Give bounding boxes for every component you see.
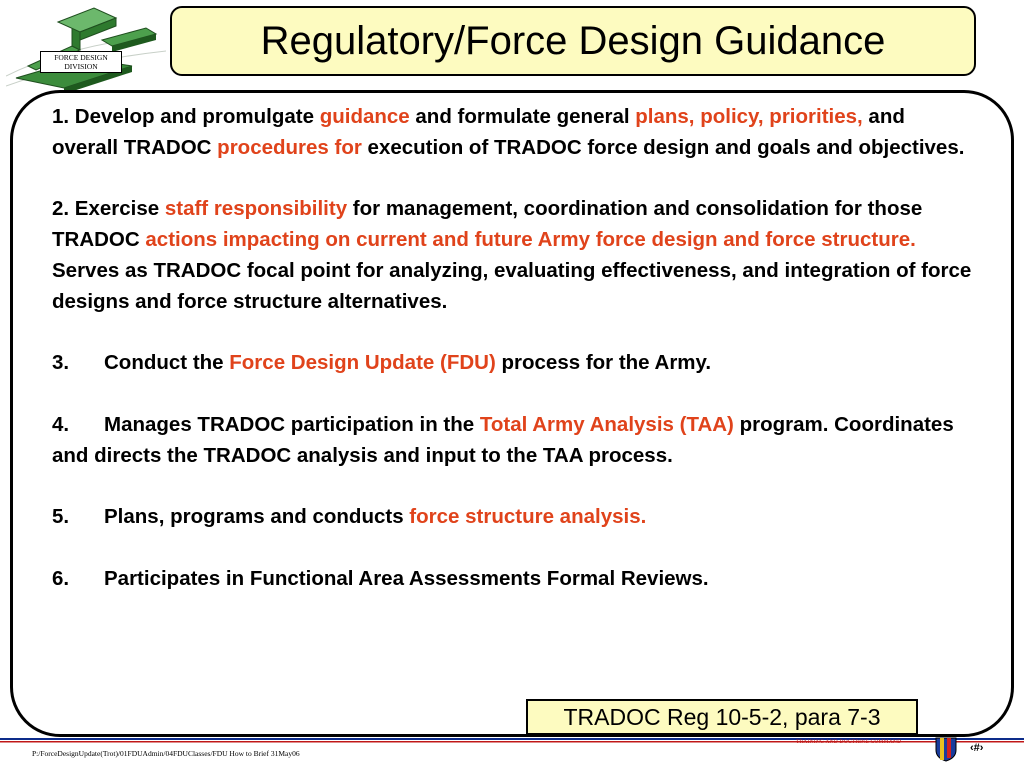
item-text: Participates in Functional Area Assessments Formal Reviews. [104,566,709,590]
item-text: Manages TRADOC participation in the [104,412,480,436]
highlighted-text: Total Army Analysis (TAA) [479,412,734,436]
tradoc-emblem-icon [934,736,958,762]
item-number: 5. [52,505,70,529]
highlighted-text: guidance [319,105,410,128]
item-text: 1. Develop and promulgate [52,105,320,128]
item-text: and formulate general [409,105,636,128]
paragraph-spacer [52,533,972,564]
guidance-item-2 [52,194,972,317]
item-text: Serves as TRADOC focal point for analyzing, evaluating effectiveness, and integration of force designs and force structure alternatives. [52,258,972,313]
slide-title: Regulatory/Force Design Guidance [260,18,886,63]
item-number: 6. [52,566,70,590]
reference-text: TRADOC Reg 10-5-2, para 7-3 [563,703,881,730]
guidance-item-5 [52,502,972,533]
force-design-division-logo [6,6,166,96]
guidance-list [52,102,972,595]
paragraph-spacer [52,472,972,503]
title-box [170,6,976,76]
item-text: Plans, programs and conducts [104,505,410,529]
guidance-item-4 [52,410,972,472]
guidance-item-1 [52,102,972,164]
item-number: 4. [52,412,70,436]
item-text: process for the Army. [495,351,712,375]
reference-box [526,699,918,735]
footer-organization: TRAINING AND DOCTRINE COMMAND [796,739,902,745]
logo-label: FORCE DESIGN DIVISION [40,51,122,73]
highlighted-text: Force Design Update (FDU) [229,351,496,375]
item-text: for management, coordination and consolidation for those TRADOC [52,197,923,252]
item-text: 2. Exercise [52,197,165,221]
highlighted-text: plans, policy, priorities, [635,105,863,128]
item-text: execution of TRADOC force design and goals and objectives. [361,135,965,159]
paragraph-spacer [52,318,972,349]
item-text: and overall TRADOC [52,105,905,159]
highlighted-text: actions impacting on current and future Army force design and force structure. [145,228,916,252]
paragraph-spacer [52,379,972,410]
item-text: Conduct the [104,351,230,375]
page-number: ‹#› [970,742,984,754]
item-text: program. Coordinates and directs the TRADOC analysis and input to the TAA process. [52,412,954,467]
item-number: 3. [52,351,70,375]
paragraph-spacer [52,164,972,195]
footer-file-path: P:/ForceDesignUpdate(Trot)/01FDUAdmin/04FDUClasses/FDU How to Brief 31May06 [32,749,300,758]
highlighted-text: staff responsibility [164,197,348,221]
highlighted-text: procedures for [217,135,362,159]
highlighted-text: force structure analysis. [409,505,647,529]
guidance-item-6 [52,564,972,595]
guidance-item-3 [52,348,972,379]
